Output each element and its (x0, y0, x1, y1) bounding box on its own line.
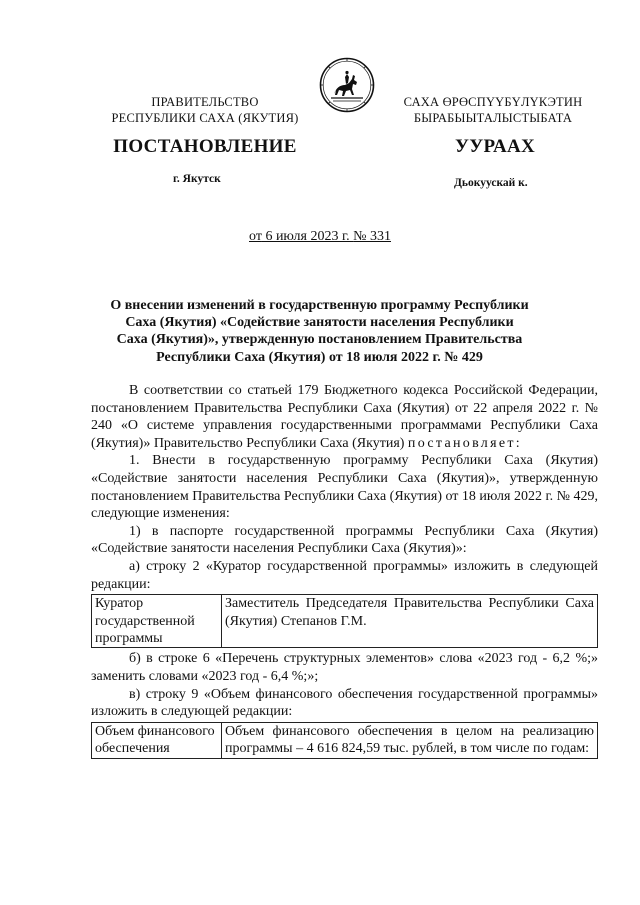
table-row (92, 722, 598, 758)
table-cell-value: Объем финансового обеспечения в целом на реализацию программы – 4 616 824,59 тыс. рублей, в том числе по годам: (222, 722, 598, 758)
government-name-line-1: ПРАВИТЕЛЬСТВО (151, 95, 259, 109)
government-name-line-2: РЕСПУБЛИКИ САХА (ЯКУТИЯ) (111, 110, 299, 125)
city-ru: г. Якутск (173, 173, 221, 185)
funding-table (91, 722, 598, 759)
order-date: 6 июля 2023 г. (261, 229, 354, 244)
paragraph-subitem-a: а) строку 2 «Куратор государственной программы» изложить в следующей редакции: (91, 558, 598, 592)
document-body (91, 382, 598, 761)
order-number-prefix: № (353, 229, 370, 244)
table-cell-label: Куратор государственной программы (92, 595, 222, 648)
order-date-number (0, 229, 640, 245)
government-name-ru (105, 95, 305, 126)
order-number: 331 (370, 229, 391, 244)
paragraph-item-1: 1. Внести в государственную программу Республики Саха (Якутия) «Содействие занятости населения Республики Саха (Якутия)», утвержденную постановлением Правительства Республики Саха (Якутия) от 18 июля 2022 г. № 429, следующие изменения: (91, 453, 598, 522)
government-name-sakha-line-2: БЫРАБЫЫТАЛЫСТЫБАТА (413, 110, 573, 125)
preamble-text: В соответствии со статьей 179 Бюджетного кодекса Российской Федерации, постановлением Правительства Республики Саха (Якутия) от 22 апреля 2022 г. № 240 «О системе управления государственными программами Республики Саха (Якутия)» Правительство Республики Саха (Якутия) (91, 383, 598, 451)
curator-table (91, 594, 598, 648)
paragraph-preamble (91, 382, 598, 452)
document-title-line-2: Саха (Якутия) «Содействие занятости населения Республики (125, 315, 514, 331)
government-name-sakha (393, 95, 593, 126)
document-title-line-3: Саха (Якутия)», утвержденную постановлением Правительства (116, 332, 523, 348)
table-cell-value: Заместитель Председателя Правительства Республики Саха (Якутия) Степанов Г.М. (222, 595, 598, 648)
document-title-line-1: О внесении изменений в государственную программу Республики (110, 298, 529, 313)
preamble-resolves: постановляет: (407, 435, 522, 451)
document-type-ru: ПОСТАНОВЛЕНИЕ (113, 136, 297, 157)
table-row (92, 595, 598, 648)
paragraph-subitem-v: в) строку 9 «Объем финансового обеспечения государственной программы» изложить в следующей редакции: (91, 686, 598, 720)
table-cell-label: Объем финансового обеспечения (92, 722, 222, 758)
document-title (92, 297, 547, 366)
order-prefix: от (249, 229, 262, 244)
paragraph-subitem-1: 1) в паспорте государственной программы Республики Саха (Якутия) «Содействие занятости населения Республики Саха (Якутия)»: (91, 523, 598, 557)
city-sakha: Дьокуускай к. (454, 177, 528, 189)
government-name-sakha-line-1: САХА ӨРӨСПҮҮБҮЛҮКЭТИН (403, 95, 583, 109)
document-title-line-4: Республики Саха (Якутия) от 18 июля 2022 г. № 429 (156, 349, 483, 365)
paragraph-subitem-b: б) в строке 6 «Перечень структурных элементов» слова «2023 год - 6,2 %;» заменить словами «2023 год - 6,4 %;»; (91, 651, 598, 684)
document-type-sakha: УУРААХ (454, 136, 536, 157)
coat-of-arms-emblem-icon (319, 57, 375, 113)
